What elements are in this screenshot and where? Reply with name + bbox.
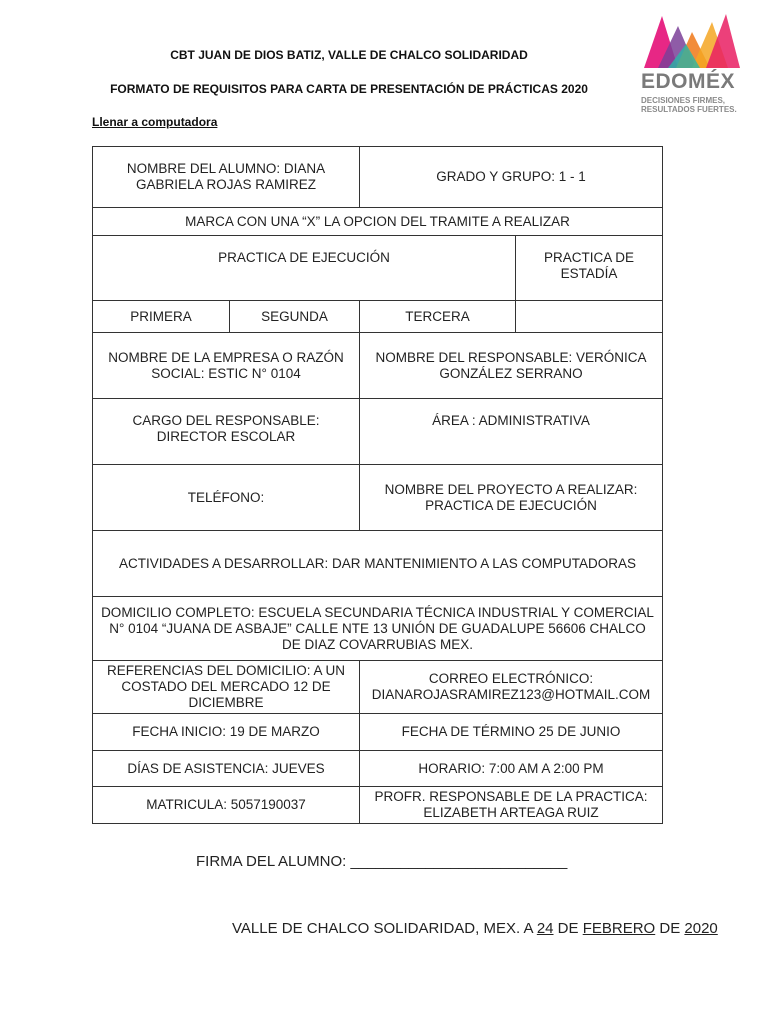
email-value: DIANAROJASRAMIREZ123@HOTMAIL.COM	[371, 687, 651, 702]
table-row	[93, 236, 663, 301]
option-third[interactable]: TERCERA	[360, 301, 516, 333]
practice-execution-header: PRACTICA DE EJECUCIÓN	[93, 236, 516, 301]
logo-tagline-line-2: RESULTADOS FUERTES.	[641, 105, 737, 114]
enrollment-number-cell[interactable]: MATRICULA: 5057190037	[93, 787, 360, 824]
logo-tagline-line-1: DECISIONES FIRMES,	[641, 96, 726, 105]
responsible-teacher-cell[interactable]: PROFR. RESPONSABLE DE LA PRACTICA: ELIZABETH ARTEAGA RUIZ	[360, 787, 663, 824]
requirements-form-table	[92, 146, 663, 824]
address-cell[interactable]: DOMICILIO COMPLETO: ESCUELA SECUNDARIA TÉCNICA INDUSTRIAL Y COMERCIAL N° 0104 “JUANA DE ASBAJE” CALLE NTE 13 UNIÓN DE GUADALUPE 56606 CHALCO DE DIAZ COVARRUBIAS MEX.	[93, 597, 663, 661]
option-second[interactable]: SEGUNDA	[230, 301, 360, 333]
date-of-2: DE	[655, 920, 685, 937]
document-title: FORMATO DE REQUISITOS PARA CARTA DE PRESENTACIÓN DE PRÁCTICAS 2020	[110, 82, 588, 96]
date-year[interactable]: 2020	[684, 920, 718, 937]
practice-stay-header: PRACTICA DE ESTADÍA	[516, 236, 663, 301]
table-row	[93, 714, 663, 751]
table-row	[93, 661, 663, 714]
date-of-1: DE	[553, 920, 583, 937]
table-row	[93, 787, 663, 824]
table-row	[93, 751, 663, 787]
table-row	[93, 333, 663, 399]
option-stay-mark[interactable]	[516, 301, 663, 333]
table-row	[93, 147, 663, 208]
table-row	[93, 597, 663, 661]
responsible-name-cell[interactable]: NOMBRE DEL RESPONSABLE: VERÓNICA GONZÁLEZ SERRANO	[360, 333, 663, 399]
email-label: CORREO ELECTRÓNICO:	[428, 671, 594, 686]
table-row	[93, 465, 663, 531]
grade-group-cell[interactable]: GRADO Y GRUPO: 1 - 1	[360, 147, 663, 208]
phone-cell[interactable]: TELÉFONO:	[93, 465, 360, 531]
start-date-cell[interactable]: FECHA INICIO: 19 DE MARZO	[93, 714, 360, 751]
logo-wordmark: EDOMÉX	[641, 70, 736, 93]
option-first[interactable]: PRIMERA	[93, 301, 230, 333]
place-date-line	[232, 920, 718, 937]
end-date-cell[interactable]: FECHA DE TÉRMINO 25 DE JUNIO	[360, 714, 663, 751]
activities-cell[interactable]: ACTIVIDADES A DESARROLLAR: DAR MANTENIMIENTO A LAS COMPUTADORAS	[93, 531, 663, 597]
date-day[interactable]: 24	[536, 920, 554, 937]
responsible-position-cell[interactable]: CARGO DEL RESPONSABLE: DIRECTOR ESCOLAR	[93, 399, 360, 465]
schedule-cell[interactable]: HORARIO: 7:00 AM A 2:00 PM	[360, 751, 663, 787]
student-name-cell[interactable]: NOMBRE DEL ALUMNO: DIANA GABRIELA ROJAS RAMIREZ	[93, 147, 360, 208]
logo-tagline	[641, 96, 737, 114]
project-name-cell[interactable]: NOMBRE DEL PROYECTO A REALIZAR: PRACTICA DE EJECUCIÓN	[360, 465, 663, 531]
company-name-cell[interactable]: NOMBRE DE LA EMPRESA O RAZÓN SOCIAL: ESTIC N° 0104	[93, 333, 360, 399]
table-row	[93, 531, 663, 597]
attendance-days-cell[interactable]: DÍAS DE ASISTENCIA: JUEVES	[93, 751, 360, 787]
table-row	[93, 208, 663, 236]
address-references-cell[interactable]: REFERENCIAS DEL DOMICILIO: A UN COSTADO DEL MERCADO 12 DE DICIEMBRE	[93, 661, 360, 714]
date-month[interactable]: FEBRERO	[582, 920, 656, 937]
table-row	[93, 399, 663, 465]
place-prefix: VALLE DE CHALCO SOLIDARIDAD, MEX. A	[232, 920, 537, 937]
fill-instruction: Llenar a computadora	[92, 115, 218, 129]
email-cell[interactable]	[360, 661, 663, 714]
table-row	[93, 301, 663, 333]
mark-option-instruction: MARCA CON UNA “X” LA OPCION DEL TRAMITE A REALIZAR	[93, 208, 663, 236]
school-name: CBT JUAN DE DIOS BATIZ, VALLE DE CHALCO SOLIDARIDAD	[170, 48, 528, 62]
area-cell[interactable]: ÁREA : ADMINISTRATIVA	[360, 399, 663, 465]
student-signature-line[interactable]: FIRMA DEL ALUMNO: __________________________	[196, 853, 568, 870]
